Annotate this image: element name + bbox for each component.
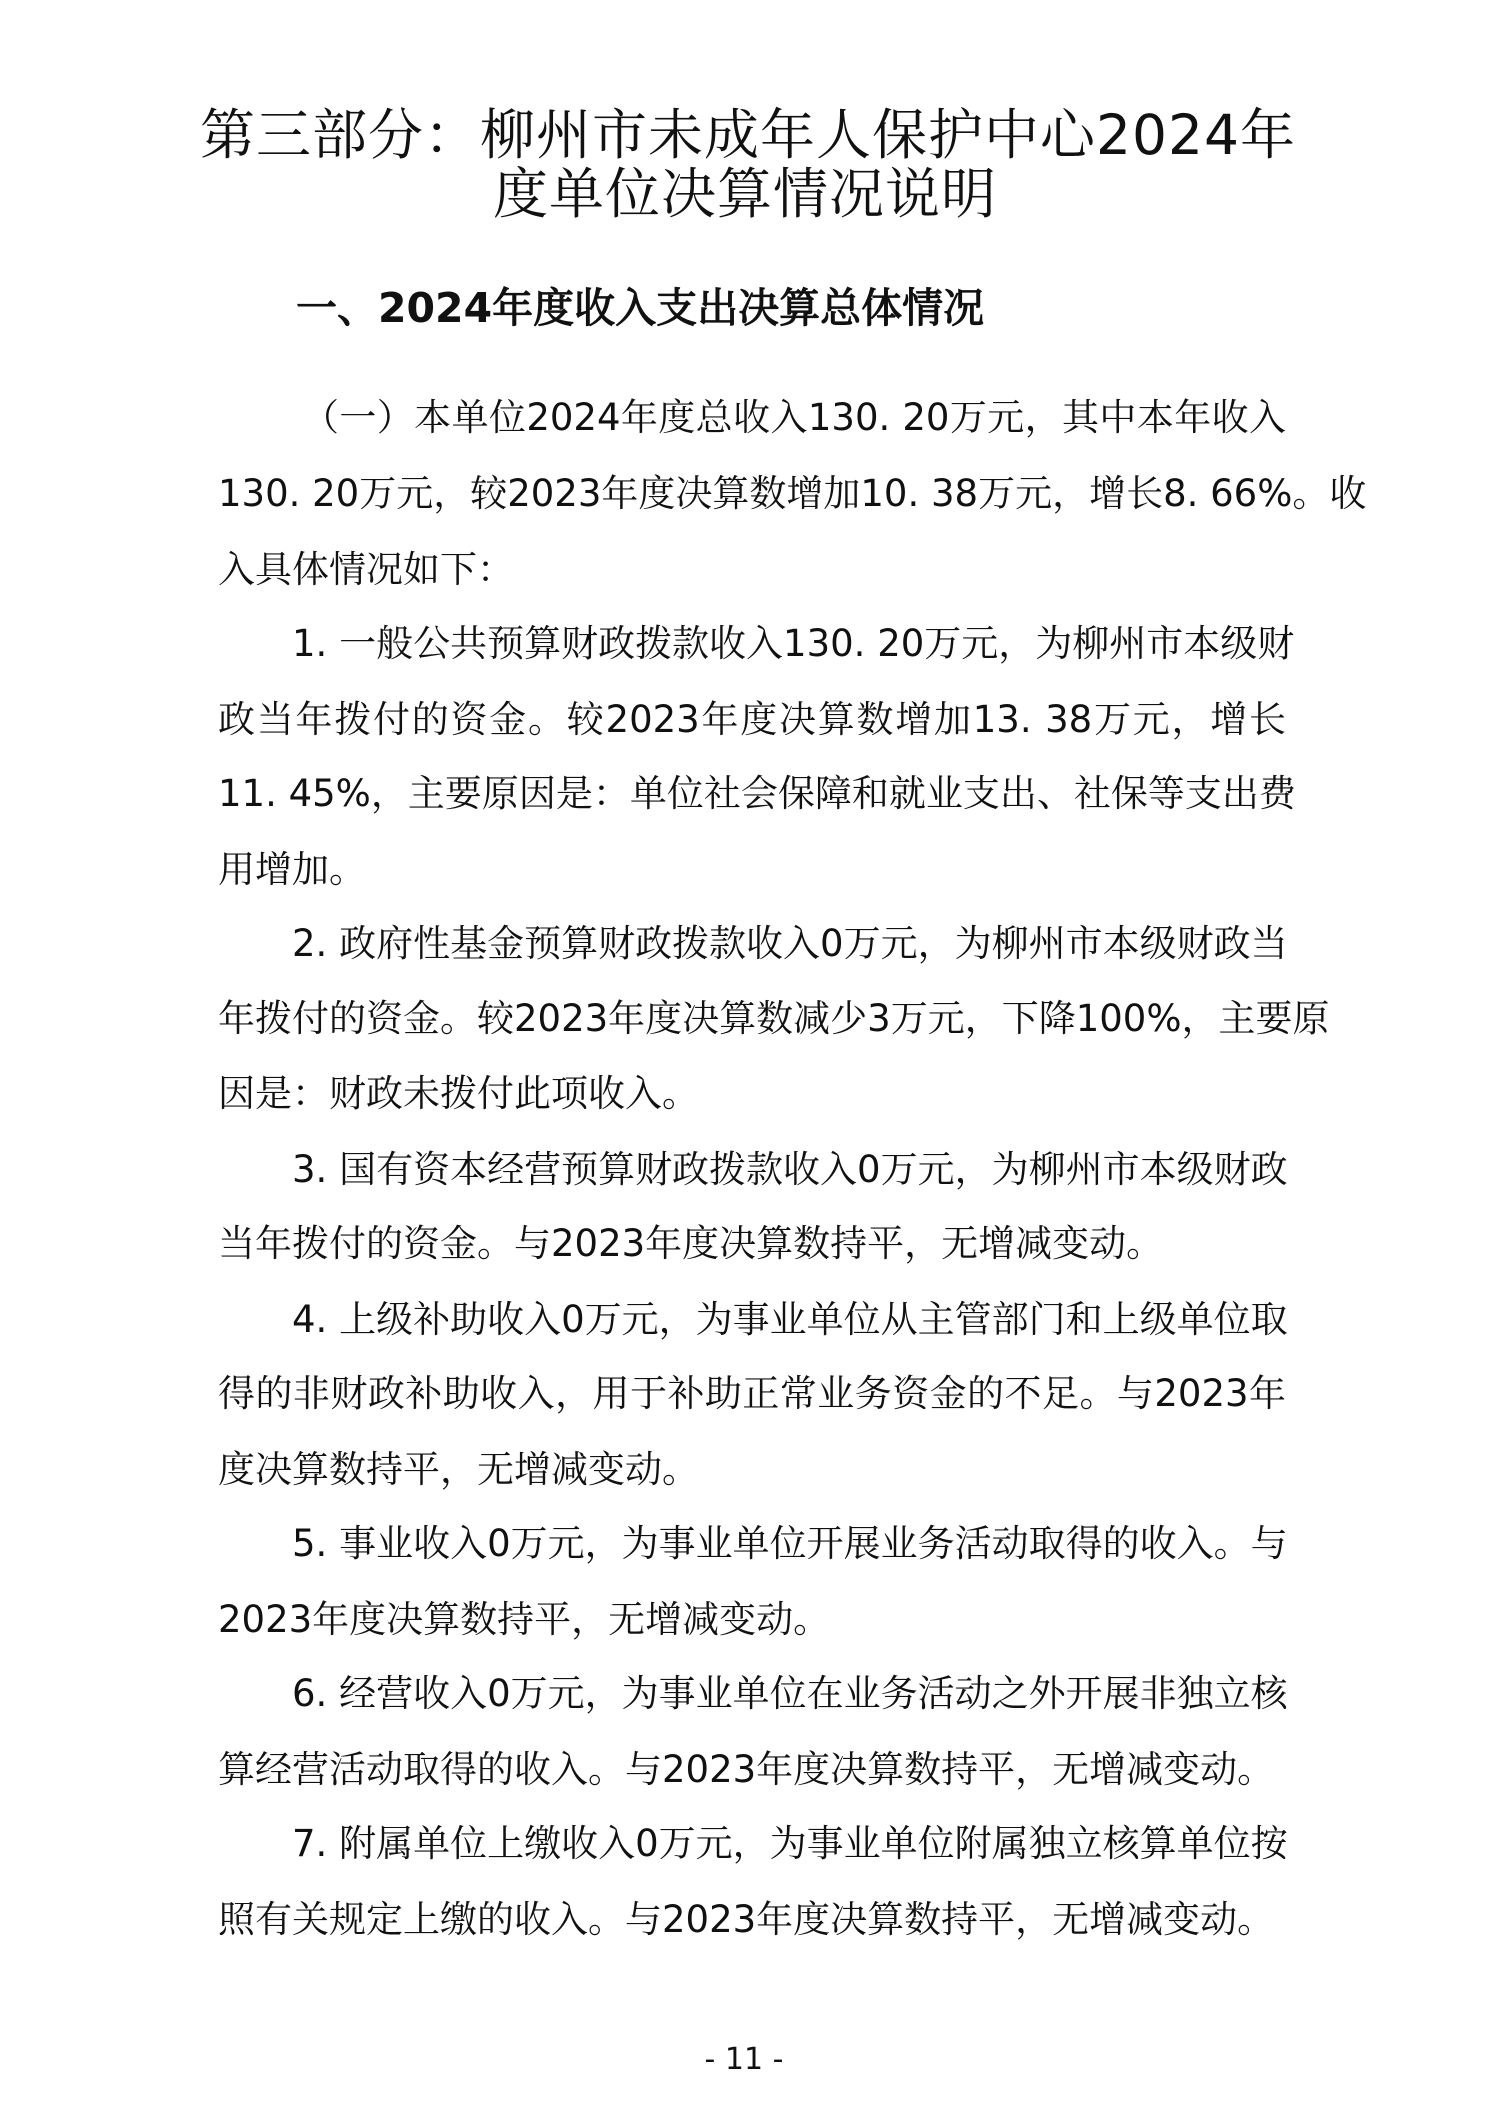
paragraph-line: 算经营活动取得的收入。与2023年度决算数持平，无增减变动。 <box>218 1748 1275 1791</box>
paragraph-line: 2023年度决算数持平，无增减变动。 <box>218 1598 831 1641</box>
paragraph-line: （一）本单位2024年度总收入130. 20万元，其中本年收入 <box>302 396 1286 439</box>
section-heading: 一、2024年度收入支出决算总体情况 <box>296 284 985 332</box>
paragraph-line: 政当年拨付的资金。较2023年度决算数增加13. 38万元，增长 <box>218 698 1286 741</box>
paragraph-line: 3. 国有资本经营预算财政拨款收入0万元，为柳州市本级财政 <box>292 1148 1288 1191</box>
paragraph-line: 度决算数持平，无增减变动。 <box>218 1448 699 1491</box>
paragraph-line: 年拨付的资金。较2023年度决算数减少3万元，下降100%，主要原 <box>218 997 1330 1040</box>
paragraph-line: 入具体情况如下： <box>218 548 514 591</box>
paragraph-line: 5. 事业收入0万元，为事业单位开展业务活动取得的收入。与 <box>292 1522 1288 1565</box>
paragraph-line: 6. 经营收入0万元，为事业单位在业务活动之外开展非独立核 <box>292 1672 1288 1715</box>
paragraph-line: 因是：财政未拨付此项收入。 <box>218 1072 699 1115</box>
paragraph-line: 当年拨付的资金。与2023年度决算数持平，无增减变动。 <box>218 1222 1164 1265</box>
page-title-line-1: 第三部分：柳州市未成年人保护中心2024年 <box>200 103 1296 167</box>
page-title-line-2: 度单位决算情况说明 <box>492 162 997 226</box>
paragraph-line: 130. 20万元，较2023年度决算数增加10. 38万元，增长8. 66%。收 <box>218 472 1367 515</box>
paragraph-line: 1. 一般公共预算财政拨款收入130. 20万元，为柳州市本级财 <box>292 622 1295 665</box>
paragraph-line: 得的非财政补助收入，用于补助正常业务资金的不足。与2023年 <box>218 1372 1286 1415</box>
paragraph-line: 4. 上级补助收入0万元，为事业单位从主管部门和上级单位取 <box>292 1298 1288 1341</box>
paragraph-line: 照有关规定上缴的收入。与2023年度决算数持平，无增减变动。 <box>218 1898 1275 1941</box>
paragraph-line: 7. 附属单位上缴收入0万元，为事业单位附属独立核算单位按 <box>292 1822 1288 1865</box>
paragraph-line: 用增加。 <box>218 848 366 891</box>
paragraph-line: 2. 政府性基金预算财政拨款收入0万元，为柳州市本级财政当 <box>292 922 1288 965</box>
page-number: - 11 - <box>704 2042 784 2077</box>
paragraph-line: 11. 45%，主要原因是：单位社会保障和就业支出、社保等支出费 <box>218 772 1296 815</box>
